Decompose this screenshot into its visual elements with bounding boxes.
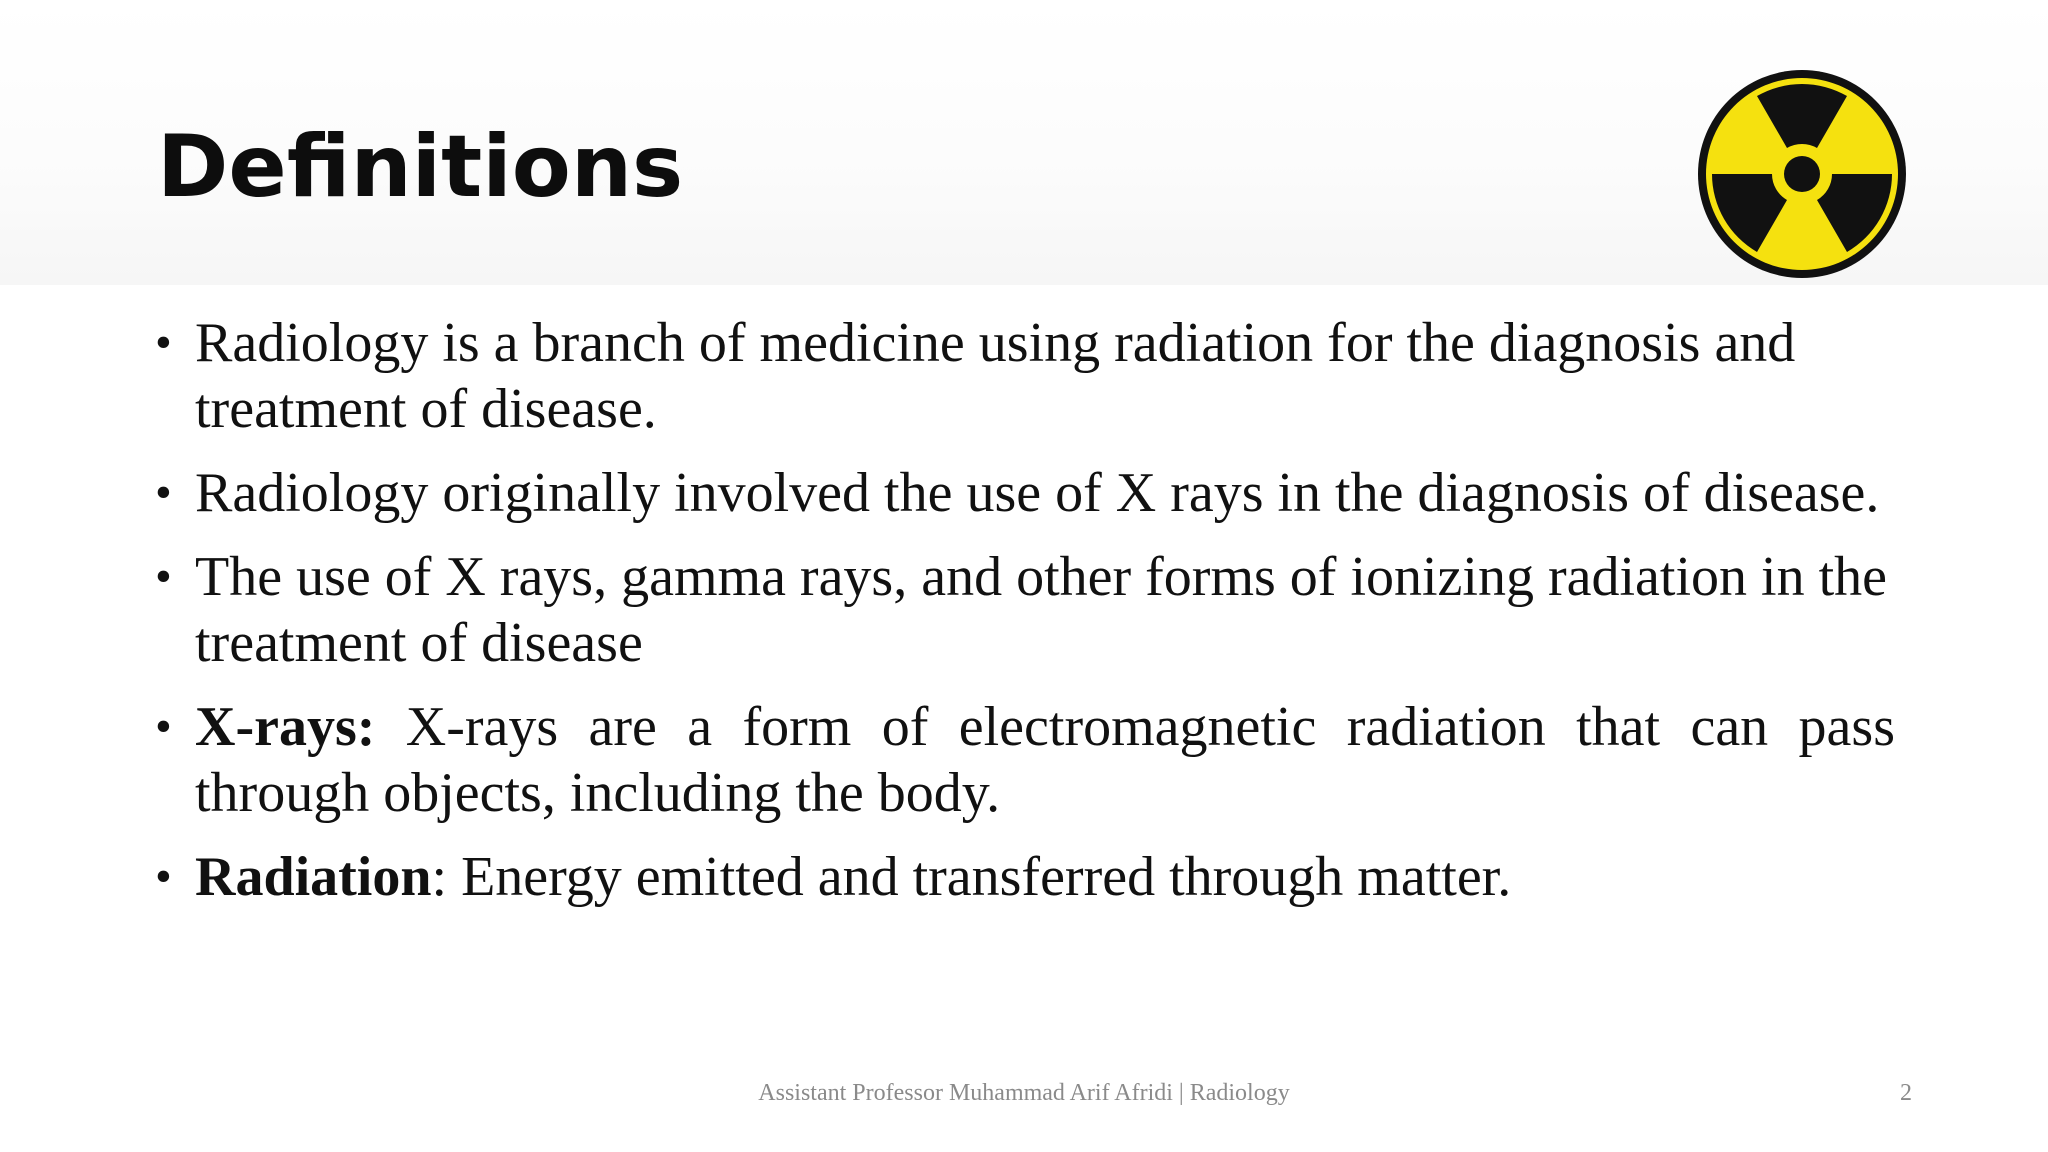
bullet-marker: •: [155, 550, 172, 603]
bullet-text: Energy emitted and transferred through matter.: [447, 846, 1512, 908]
bullet-text: Radiology is a branch of medicine using radiation for the diagnosis and treatment of disease.: [195, 312, 1796, 440]
bullet-text: X-rays are a form of electromagnetic radiation that can pass through objects, including the body.: [195, 696, 1895, 824]
slide-title: Definitions: [157, 117, 684, 217]
bullet-text: The use of X rays, gamma rays, and other forms of ionizing radiation in the treatment of disease: [195, 546, 1887, 674]
bullet-item: [155, 694, 1895, 826]
bullet-item: [155, 460, 1895, 526]
bullet-term: Radiation: [195, 846, 432, 908]
bullet-item: [155, 844, 1895, 910]
bullet-term: X-rays:: [195, 696, 376, 758]
bullet-text: Radiology originally involved the use of X rays in the diagnosis of disease.: [195, 462, 1880, 524]
page-number: 2: [1900, 1080, 1912, 1106]
bullet-separator: :: [431, 846, 448, 908]
bullet-list: [155, 310, 1895, 928]
slide-footer: Assistant Professor Muhammad Arif Afridi | Radiology: [758, 1080, 1290, 1106]
bullet-marker: •: [155, 316, 172, 369]
bullet-marker: •: [155, 466, 172, 519]
radiation-hazard-icon: [1694, 66, 1910, 282]
bullet-item: [155, 544, 1895, 676]
bullet-marker: •: [155, 850, 172, 903]
bullet-item: [155, 310, 1895, 442]
bullet-marker: •: [155, 700, 172, 753]
